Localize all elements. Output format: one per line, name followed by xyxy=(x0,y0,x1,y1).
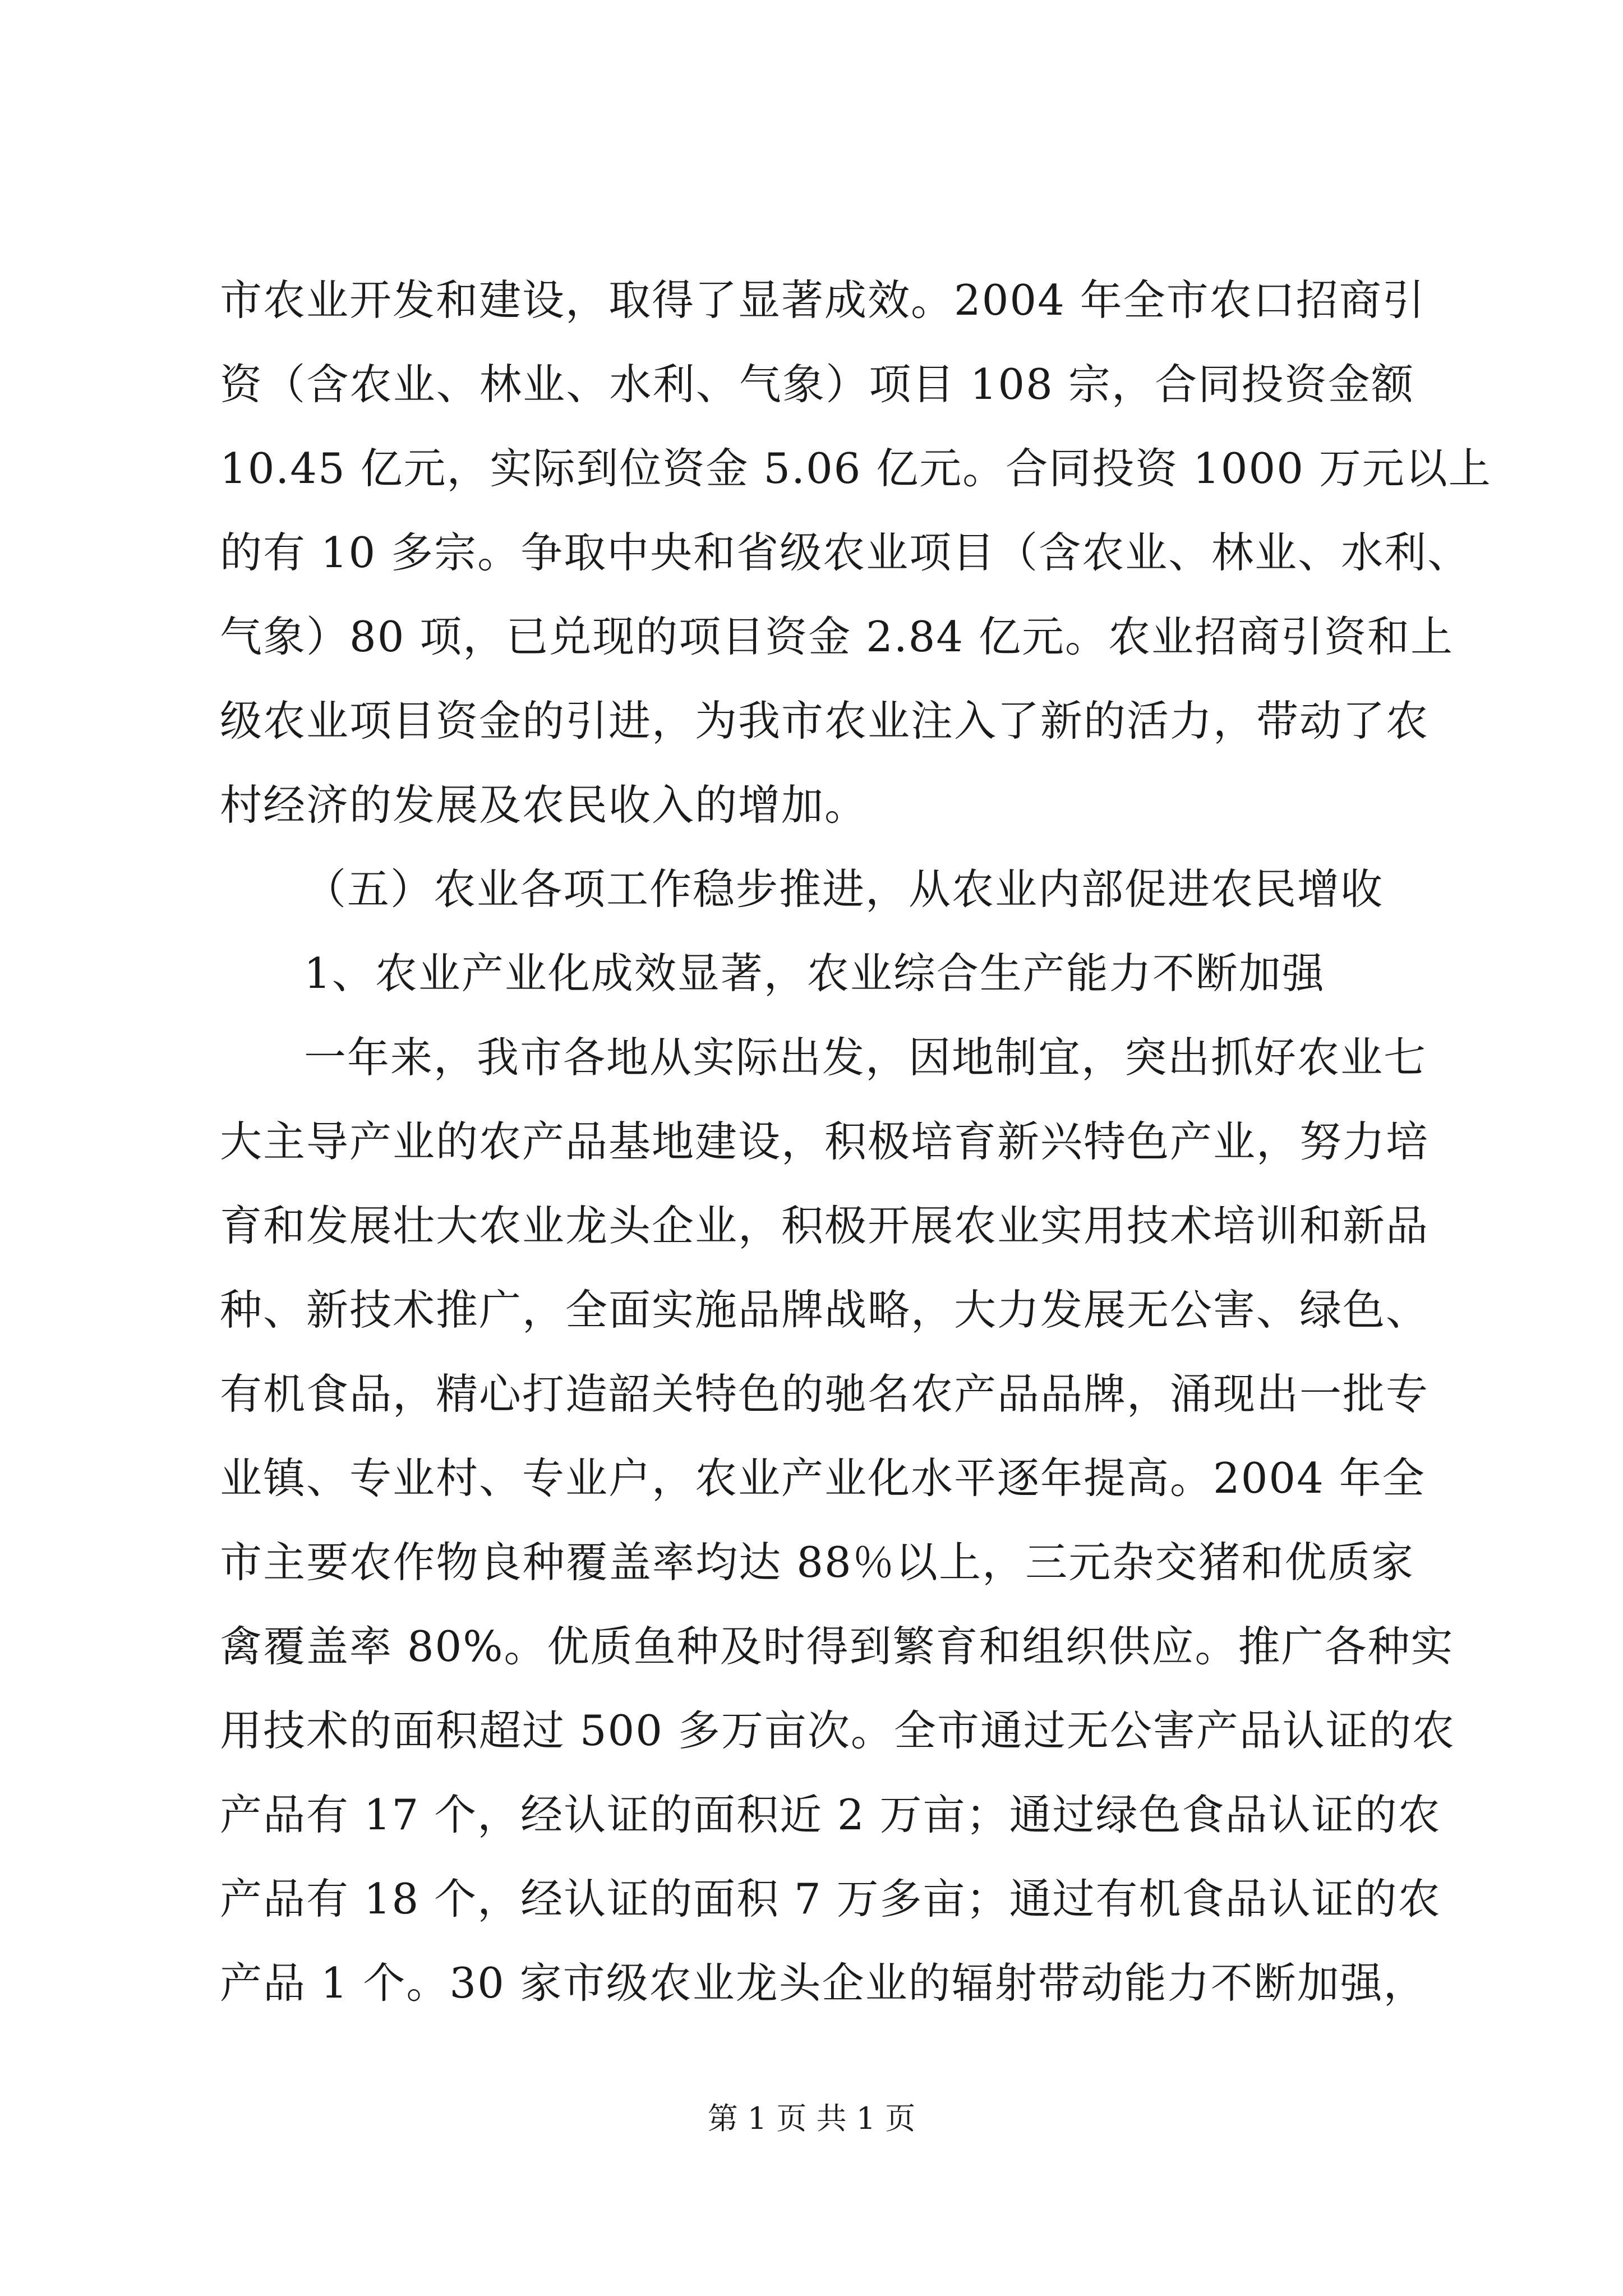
document-body xyxy=(220,258,1492,2025)
page-number: 第 1 页 共 1 页 xyxy=(707,2101,916,2136)
paragraph-line: 级农业项目资金的引进，为我市农业注入了新的活力，带动了农 xyxy=(220,696,1430,746)
paragraph-line: 10.45 亿元，实际到位资金 5.06 亿元。合同投资 1000 万元以上 xyxy=(220,444,1492,493)
paragraph-line: 产品有 17 个，经认证的面积近 2 万亩；通过绿色食品认证的农 xyxy=(220,1790,1441,1839)
paragraph-line: 村经济的发展及农民收入的增加。 xyxy=(220,780,868,830)
paragraph-line: 有机食品，精心打造韶关特色的驰名农产品品牌，涌现出一批专 xyxy=(220,1369,1430,1419)
paragraph-line: 业镇、专业村、专业户，农业产业化水平逐年提高。2004 年全 xyxy=(220,1453,1426,1503)
section-heading: （五）农业各项工作稳步推进，从农业内部促进农民增收 xyxy=(304,864,1384,914)
paragraph-line: 用技术的面积超过 500 多万亩次。全市通过无公害产品认证的农 xyxy=(220,1706,1455,1755)
subsection-heading: 1、农业产业化成效显著，农业综合生产能力不断加强 xyxy=(304,949,1325,998)
paragraph-line: 种、新技术推广，全面实施品牌战略，大力发展无公害、绿色、 xyxy=(220,1285,1430,1335)
paragraph-line: 气象）80 项，已兑现的项目资金 2.84 亿元。农业招商引资和上 xyxy=(220,612,1454,661)
paragraph-line: 市主要农作物良种覆盖率均达 88％以上，三元杂交猪和优质家 xyxy=(220,1538,1414,1587)
paragraph-line: 大主导产业的农产品基地建设，积极培育新兴特色产业，努力培 xyxy=(220,1117,1430,1166)
paragraph-line: 产品 1 个。30 家市级农业龙头企业的辐射带动能力不断加强， xyxy=(220,1958,1427,2008)
page-footer xyxy=(0,2099,1623,2138)
paragraph-line: 的有 10 多宗。争取中央和省级农业项目（含农业、林业、水利、 xyxy=(220,528,1471,577)
paragraph-line: 产品有 18 个，经认证的面积 7 万多亩；通过有机食品认证的农 xyxy=(220,1874,1441,1924)
paragraph-line: 禽覆盖率 80%。优质鱼种及时得到繁育和组织供应。推广各种实 xyxy=(220,1622,1454,1671)
paragraph-line: 一年来，我市各地从实际出发，因地制宜，突出抓好农业七 xyxy=(304,1033,1427,1082)
paragraph-line: 资（含农业、林业、水利、气象）项目 108 宗，合同投资金额 xyxy=(220,360,1414,409)
paragraph-line: 育和发展壮大农业龙头企业，积极开展农业实用技术培训和新品 xyxy=(220,1201,1430,1250)
paragraph-line: 市农业开发和建设，取得了显著成效。2004 年全市农口招商引 xyxy=(220,275,1426,325)
